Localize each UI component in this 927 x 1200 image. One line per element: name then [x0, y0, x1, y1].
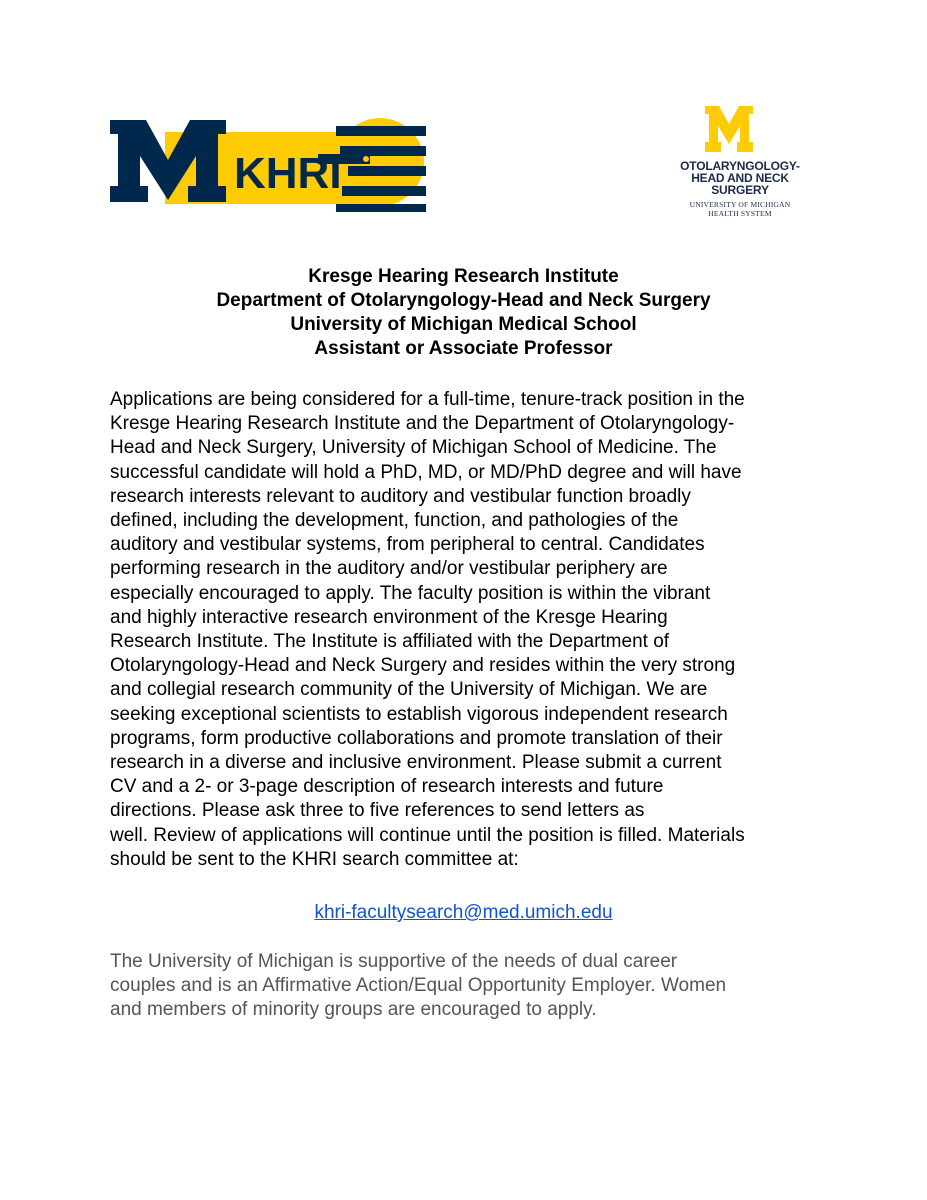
body-line: CV and a 2- or 3-page description of research interests and future [110, 776, 664, 798]
email-container [100, 901, 827, 925]
body-line: research in a diverse and inclusive environment. Please submit a current [110, 752, 722, 774]
body-line: defined, including the development, function, and pathologies of the [110, 510, 679, 532]
body-line: well. Review of applications will continue until the position is filled. Materials [110, 824, 745, 846]
closing-line: couples and is an Affirmative Action/Equal Opportunity Employer. Women [110, 975, 727, 997]
khri-logo-text: KHRI [234, 149, 342, 198]
dept-line: OTOLARYNGOLOGY- [680, 159, 800, 173]
otolaryngology-logo [678, 106, 804, 224]
khri-logo-graphic [110, 108, 426, 218]
body-line: performing research in the auditory and/or vestibular periphery are [110, 558, 668, 580]
job-description [110, 388, 825, 872]
body-line: especially encouraged to apply. The faculty position is within the vibrant [110, 582, 711, 604]
body-line: programs, form productive collaborations and promote translation of their [110, 727, 723, 749]
body-line: directions. Please ask three to five references to send letters as [110, 800, 645, 822]
org-line: HEALTH SYSTEM [708, 209, 772, 218]
body-line: and highly interactive research environment of the Kresge Hearing [110, 606, 668, 628]
heading-position: Assistant or Associate Professor [314, 338, 613, 359]
document-headings [100, 265, 827, 361]
body-line: should be sent to the KHRI search committee at: [110, 848, 519, 870]
body-line: and collegial research community of the University of Michigan. We are [110, 679, 708, 701]
khri-logo [110, 108, 426, 218]
closing-line: and members of minority groups are encouraged to apply. [110, 999, 597, 1021]
body-line: Applications are being considered for a full-time, tenure-track position in the [110, 389, 745, 410]
eeo-statement [110, 950, 825, 1023]
heading-department: Department of Otolaryngology-Head and Neck Surgery [216, 290, 711, 311]
heading-institute: Kresge Hearing Research Institute [308, 266, 619, 287]
organization-name [678, 200, 802, 218]
body-line: seeking exceptional scientists to establish vigorous independent research [110, 703, 728, 725]
dept-line: SURGERY [711, 183, 769, 197]
michigan-block-m-icon [705, 106, 753, 154]
dept-line: HEAD AND NECK [691, 171, 789, 185]
body-line: Kresge Hearing Research Institute and the Department of Otolaryngology- [110, 413, 735, 435]
body-line: Research Institute. The Institute is affiliated with the Department of [110, 631, 670, 653]
closing-line: The University of Michigan is supportive of the needs of dual career [110, 951, 678, 972]
body-line: successful candidate will hold a PhD, MD, or MD/PhD degree and will have [110, 461, 742, 483]
email-link[interactable]: khri-facultysearch@med.umich.edu [314, 902, 613, 923]
body-line: auditory and vestibular systems, from peripheral to central. Candidates [110, 534, 705, 556]
body-line: research interests relevant to auditory and vestibular function broadly [110, 485, 691, 507]
org-line: UNIVERSITY OF MICHIGAN [689, 200, 791, 209]
department-name [678, 160, 802, 196]
body-line: Head and Neck Surgery, University of Michigan School of Medicine. The [110, 437, 717, 459]
body-line: Otolaryngology-Head and Neck Surgery and resides within the very strong [110, 655, 736, 677]
heading-school: University of Michigan Medical School [290, 314, 637, 335]
